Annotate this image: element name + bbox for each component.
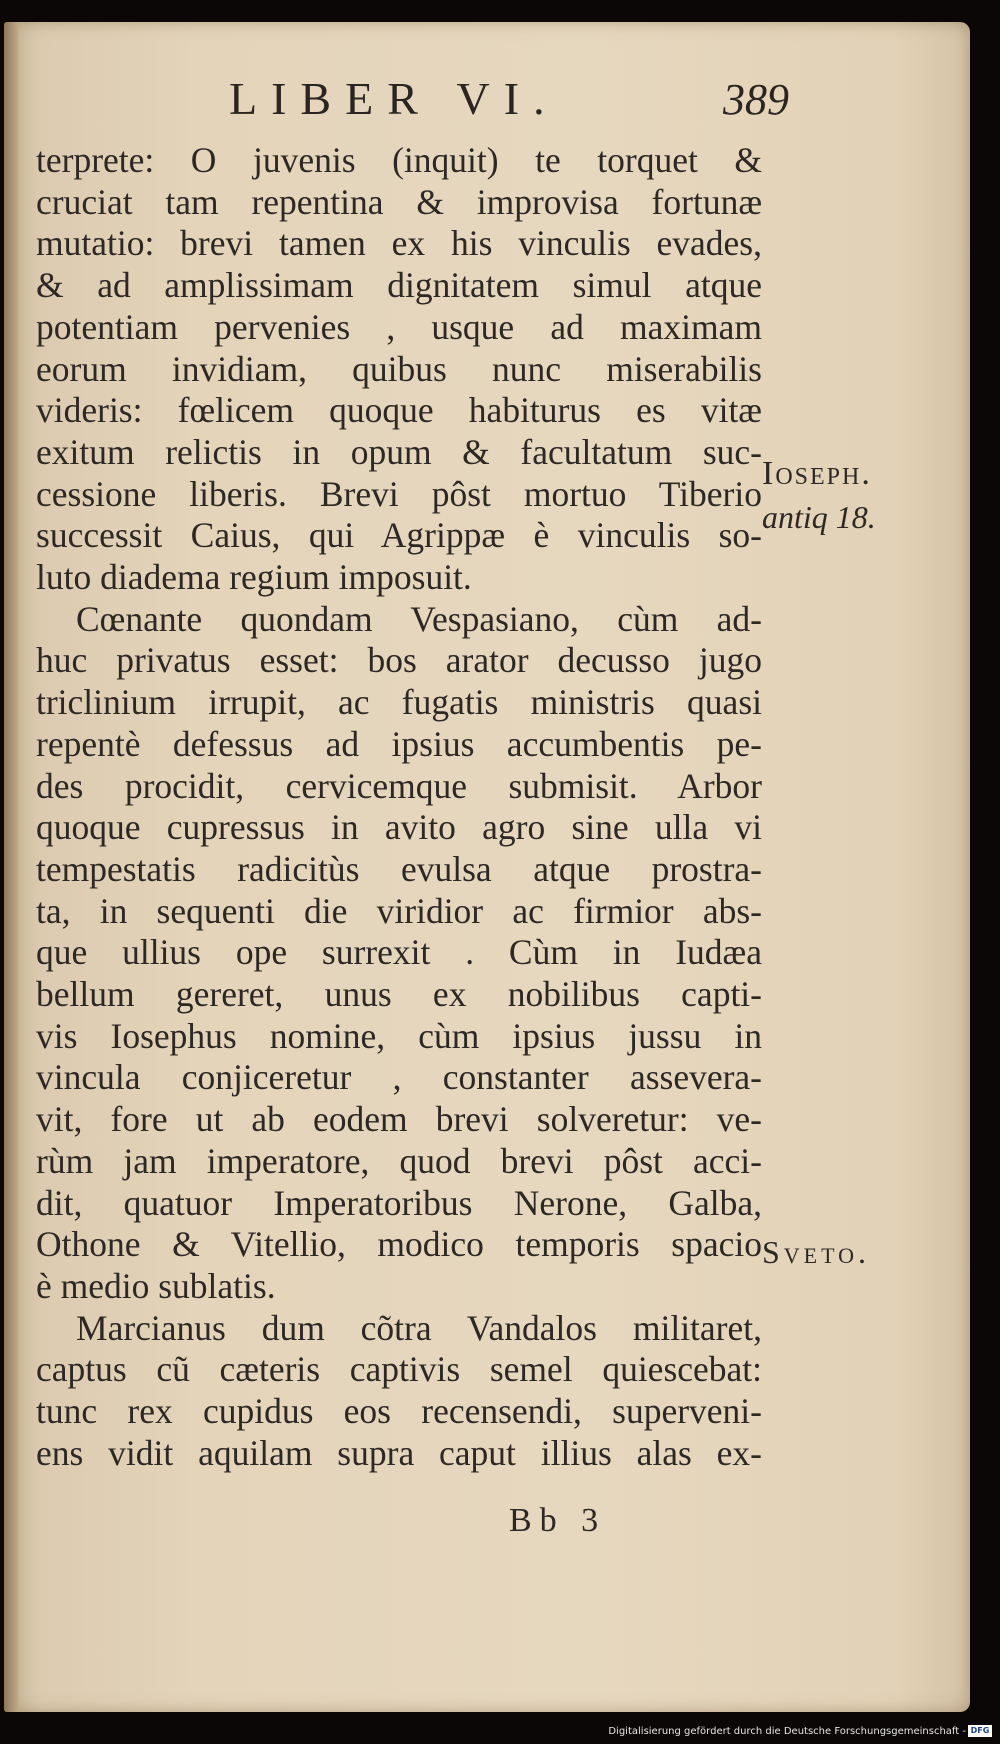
text-line: bellum gereret, unus ex nobilibus capti- [36, 974, 762, 1015]
text-line: potentiam pervenies , usque ad maximam [36, 306, 762, 347]
margin-note-josephus: Ioseph. [762, 455, 872, 492]
text-line: cessione liberis. Brevi pôst mortuo Tiberio [36, 473, 762, 514]
text-line: tunc rex cupidus eos recensendi, superveni- [36, 1391, 762, 1432]
margin-note-antiq: antiq 18. [762, 499, 876, 535]
text-line: terprete: O juvenis (inquit) te torquet & [36, 140, 762, 180]
text-line: cruciat tam repentina & improvisa fortunæ [36, 181, 762, 222]
text-line: eorum invidiam, quibus nunc miserabilis [36, 348, 762, 389]
text-line: ens vidit aquilam supra caput illius alas ex- [36, 1432, 762, 1473]
text-line: vis Iosephus nomine, cùm ipsius jussu in [36, 1015, 762, 1056]
page-header [229, 72, 789, 136]
text-line: tempestatis radicitùs evulsa atque prostra- [36, 848, 762, 889]
margin-notes [762, 22, 942, 1712]
text-line: des procidit, cervicemque submisit. Arbor [36, 765, 762, 806]
book-page [4, 22, 970, 1712]
text-line: luto diadema regium imposuit. [36, 557, 472, 598]
text-line: repentè defessus ad ipsius accumbentis pe- [36, 723, 762, 764]
text-line: rùm jam imperatore, quod brevi pôst acci- [36, 1140, 762, 1181]
text-line: Othone & Vitellio, modico temporis spacio [36, 1224, 762, 1265]
text-line: vit, fore ut ab eodem brevi solveretur: ve- [36, 1099, 762, 1140]
text-line: triclinium irrupit, ac fugatis ministris quasi [36, 682, 762, 723]
body-text [36, 140, 762, 1475]
text-line: dit, quatuor Imperatoribus Nerone, Galba, [36, 1182, 762, 1223]
digitization-credit: Digitalisierung gefördert durch die Deutsche Forschungsgemeinschaft - [608, 1726, 966, 1737]
text-line: ta, in sequenti die viridior ac firmior abs- [36, 890, 762, 931]
text-line: mutatio: brevi tamen ex his vinculis evades, [36, 223, 762, 264]
dfg-logo: DFG [968, 1725, 992, 1737]
text-line: successit Caius, qui Agrippæ è vinculis so- [36, 515, 762, 556]
text-line: & ad amplissimam dignitatem simul atque [36, 265, 762, 306]
text-line: que ullius ope surrexit . Cùm in Iudæa [36, 932, 762, 973]
signature-mark: Bb 3 [509, 1502, 607, 1539]
text-line: Cœnante quondam Vespasiano, cùm ad- [76, 598, 762, 639]
text-line: captus cũ cæteris captivis semel quiescebat: [36, 1349, 762, 1390]
margin-note-sueto: Sveto. [762, 1234, 871, 1270]
running-head: LIBER VI. [229, 73, 559, 124]
text-line: è medio sublatis. [36, 1265, 276, 1306]
text-line: quoque cupressus in avito agro sine ulla vi [36, 807, 762, 848]
text-line: huc privatus esset: bos arator decusso jugo [36, 640, 762, 681]
text-line: vincula conjiceretur , constanter asseverа- [36, 1057, 762, 1098]
page-binding-shadow [4, 22, 18, 1712]
text-line: videris: fœlicem quoque habiturus es vitæ [36, 390, 762, 431]
page-number: 389 [723, 75, 789, 124]
text-line: Marcianus dum cõtra Vandalos militaret, [76, 1307, 762, 1348]
text-line: exitum relictis in opum & facultatum suc- [36, 431, 762, 472]
